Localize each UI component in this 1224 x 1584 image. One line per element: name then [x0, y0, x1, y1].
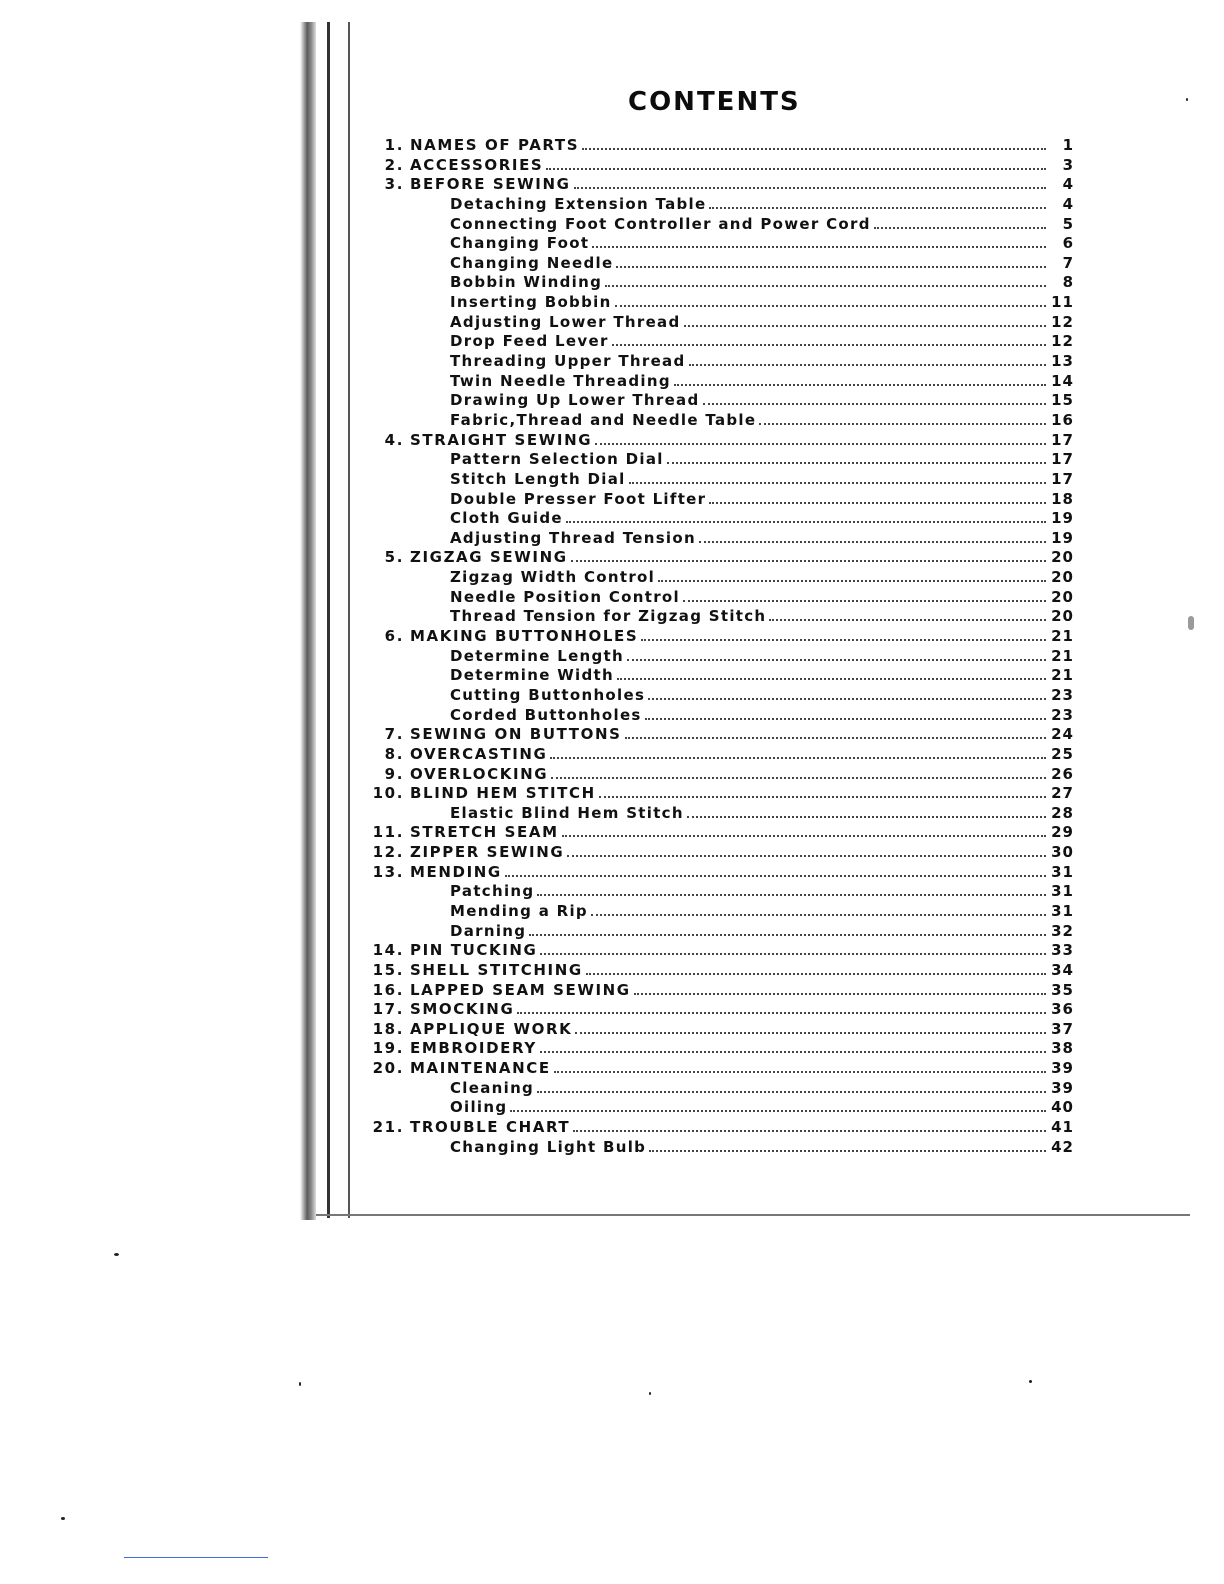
- dot-leader: [571, 559, 1046, 562]
- toc-subentry: [354, 922, 1074, 942]
- toc-page-number: 34: [1051, 960, 1074, 979]
- toc-entry-label: STRAIGHT SEWING: [410, 430, 593, 449]
- toc-page-number: 41: [1051, 1118, 1074, 1137]
- toc-entry: [354, 1000, 1074, 1020]
- toc-entry-label: SMOCKING: [410, 1000, 515, 1019]
- toc-entry-label: EMBROIDERY: [410, 1039, 537, 1058]
- toc-page-number: 33: [1051, 941, 1074, 960]
- dot-leader: [699, 540, 1046, 543]
- toc-entry-label: OVERCASTING: [410, 744, 548, 763]
- toc-entry-label: BEFORE SEWING: [410, 175, 571, 194]
- toc-page-number: 17: [1051, 430, 1074, 449]
- toc-entry-number: 2.: [384, 155, 404, 174]
- scan-speck: [61, 1517, 65, 1520]
- toc-entry-label: Adjusting Lower Thread: [450, 312, 681, 331]
- toc-page-number: 5: [1062, 214, 1074, 233]
- toc-subentry: [354, 313, 1074, 333]
- toc-entry-label: APPLIQUE WORK: [410, 1019, 573, 1038]
- toc-entry-label: STRETCH SEAM: [410, 823, 559, 842]
- toc-entry-label: Drawing Up Lower Thread: [450, 391, 700, 410]
- toc-entry-number: 6.: [384, 627, 404, 646]
- toc-entry-number: 13.: [372, 862, 404, 881]
- dot-leader: [550, 756, 1046, 759]
- dot-leader: [592, 245, 1046, 248]
- toc-entry-label: Double Presser Foot Lifter: [450, 489, 707, 508]
- toc-page-number: 15: [1051, 391, 1074, 410]
- toc-page-number: 20: [1051, 568, 1074, 587]
- binding-edge-line: [327, 22, 330, 1218]
- dot-leader: [616, 265, 1046, 268]
- dot-leader: [586, 972, 1046, 975]
- toc-page-number: 24: [1051, 725, 1074, 744]
- toc-page-number: 32: [1051, 921, 1074, 940]
- dot-leader: [641, 638, 1046, 641]
- toc-entry-label: Determine Length: [450, 646, 625, 665]
- table-of-contents: [354, 82, 1074, 1157]
- page-bottom-edge: [316, 1214, 1190, 1216]
- toc-entry-label: TROUBLE CHART: [410, 1118, 571, 1137]
- toc-subentry: [354, 391, 1074, 411]
- toc-subentry: [354, 509, 1074, 529]
- dot-leader: [582, 147, 1046, 150]
- toc-entry-label: Adjusting Thread Tension: [450, 528, 696, 547]
- toc-entry: [354, 725, 1074, 745]
- toc-entry-label: OVERLOCKING: [410, 764, 549, 783]
- dot-leader: [574, 186, 1046, 189]
- dot-leader: [562, 834, 1046, 837]
- toc-page-number: 23: [1051, 685, 1074, 704]
- dot-leader: [612, 343, 1046, 346]
- toc-entry-number: 9.: [384, 764, 404, 783]
- toc-entry-number: 8.: [384, 744, 404, 763]
- toc-entry: [354, 765, 1074, 785]
- toc-entry-number: 17.: [372, 1000, 404, 1019]
- toc-entry: [354, 1039, 1074, 1059]
- binding-shadow: [300, 22, 316, 1220]
- toc-entry-label: Inserting Bobbin: [450, 293, 612, 312]
- toc-entry-number: 11.: [372, 823, 404, 842]
- dot-leader: [658, 579, 1046, 582]
- toc-entry-label: Determine Width: [450, 666, 614, 685]
- toc-entry: [354, 1020, 1074, 1040]
- toc-page-number: 11: [1051, 293, 1074, 312]
- toc-subentry: [354, 470, 1074, 490]
- toc-entry: [354, 961, 1074, 981]
- dot-leader: [595, 442, 1046, 445]
- toc-page-number: 27: [1051, 784, 1074, 803]
- toc-subentry: [354, 568, 1074, 588]
- toc-page-number: 7: [1062, 253, 1074, 272]
- toc-entry: [354, 175, 1074, 195]
- toc-subentry: [354, 293, 1074, 313]
- toc-page-number: 1: [1062, 136, 1074, 154]
- toc-page-number: 20: [1051, 548, 1074, 567]
- toc-entry-number: 15.: [372, 960, 404, 979]
- dot-leader: [546, 167, 1046, 170]
- toc-page-number: 39: [1051, 1078, 1074, 1097]
- toc-subentry: [354, 902, 1074, 922]
- toc-entry-number: 7.: [384, 725, 404, 744]
- dot-leader: [674, 383, 1046, 386]
- toc-entry-label: Threading Upper Thread: [450, 352, 686, 371]
- dot-leader: [683, 599, 1046, 602]
- toc-page-number: 13: [1051, 352, 1074, 371]
- toc-entry-label: Darning: [450, 921, 527, 940]
- toc-entry-label: Oiling: [450, 1098, 508, 1117]
- scan-speck: [1186, 98, 1188, 101]
- dot-leader: [554, 1070, 1046, 1073]
- dot-leader: [573, 1129, 1046, 1132]
- dot-leader: [540, 1050, 1046, 1053]
- toc-entry-label: Cloth Guide: [450, 509, 563, 528]
- toc-subentry: [354, 607, 1074, 627]
- dot-leader: [689, 363, 1046, 366]
- dot-leader: [529, 933, 1046, 936]
- toc-entry: [354, 863, 1074, 883]
- toc-entry-label: MENDING: [410, 862, 502, 881]
- toc-page-number: 19: [1051, 509, 1074, 528]
- toc-page-number: 39: [1051, 1059, 1074, 1078]
- toc-entry-label: ACCESSORIES: [410, 155, 544, 174]
- toc-entry: [354, 823, 1074, 843]
- toc-entry-number: 1.: [384, 136, 404, 154]
- toc-subentry: [354, 490, 1074, 510]
- dot-leader: [645, 717, 1046, 720]
- toc-page-number: 36: [1051, 1000, 1074, 1019]
- toc-entry-label: Needle Position Control: [450, 587, 680, 606]
- toc-page-number: 40: [1051, 1098, 1074, 1117]
- toc-entry-label: SEWING ON BUTTONS: [410, 725, 622, 744]
- dot-leader: [537, 1090, 1046, 1093]
- toc-entry-label: PIN TUCKING: [410, 941, 538, 960]
- toc-entry-label: ZIPPER SEWING: [410, 843, 565, 862]
- dot-leader: [709, 501, 1046, 504]
- toc-entry-label: Corded Buttonholes: [450, 705, 642, 724]
- dot-leader: [709, 206, 1046, 209]
- toc-entry-label: Thread Tension for Zigzag Stitch: [450, 607, 767, 626]
- toc-page-number: 37: [1051, 1019, 1074, 1038]
- toc-subentry: [354, 666, 1074, 686]
- toc-entry-label: Changing Foot: [450, 234, 590, 253]
- toc-page-number: 18: [1051, 489, 1074, 508]
- toc-subentry: [354, 215, 1074, 235]
- toc-entry: [354, 941, 1074, 961]
- toc-subentry: [354, 411, 1074, 431]
- toc-page-number: 38: [1051, 1039, 1074, 1058]
- toc-subentry: [354, 686, 1074, 706]
- scan-speck: [1188, 616, 1194, 630]
- dot-leader: [517, 1011, 1046, 1014]
- toc-entry-number: 12.: [372, 843, 404, 862]
- dot-leader: [537, 893, 1046, 896]
- toc-subentry: [354, 529, 1074, 549]
- dot-leader: [667, 461, 1046, 464]
- toc-page-number: 20: [1051, 587, 1074, 606]
- toc-page-number: 3: [1062, 155, 1074, 174]
- toc-entry: [354, 981, 1074, 1001]
- dot-leader: [505, 874, 1046, 877]
- toc-page-number: 17: [1051, 450, 1074, 469]
- dot-leader: [510, 1109, 1046, 1112]
- toc-page-number: 4: [1062, 194, 1074, 213]
- dot-leader: [874, 226, 1046, 229]
- toc-entry: [354, 784, 1074, 804]
- toc-entry-number: 10.: [372, 784, 404, 803]
- scan-speck: [1029, 1380, 1032, 1383]
- toc-entry-label: Connecting Foot Controller and Power Cord: [450, 214, 871, 233]
- toc-page-number: 26: [1051, 764, 1074, 783]
- toc-subentry: [354, 804, 1074, 824]
- toc-subentry: [354, 882, 1074, 902]
- dot-leader: [684, 324, 1047, 327]
- toc-page-number: 21: [1051, 646, 1074, 665]
- toc-page-number: 17: [1051, 469, 1074, 488]
- toc-page-number: 16: [1051, 410, 1074, 429]
- toc-subentry: [354, 234, 1074, 254]
- dot-leader: [703, 402, 1046, 405]
- toc-page-number: 12: [1051, 312, 1074, 331]
- dot-leader: [551, 776, 1046, 779]
- dot-leader: [566, 520, 1046, 523]
- toc-subentry: [354, 1079, 1074, 1099]
- toc-entry-label: Mending a Rip: [450, 901, 588, 920]
- toc-entry-number: 14.: [372, 941, 404, 960]
- toc-entry-label: SHELL STITCHING: [410, 960, 583, 979]
- toc-entry-number: 18.: [372, 1019, 404, 1038]
- toc-entry-label: MAKING BUTTONHOLES: [410, 627, 639, 646]
- toc-entry-label: Detaching Extension Table: [450, 194, 707, 213]
- toc-entry-label: NAMES OF PARTS: [410, 136, 580, 154]
- toc-entry-label: Elastic Blind Hem Stitch: [450, 803, 684, 822]
- toc-page-number: 28: [1051, 803, 1074, 822]
- dot-leader: [567, 854, 1046, 857]
- toc-entry-label: Stitch Length Dial: [450, 469, 626, 488]
- toc-subentry: [354, 254, 1074, 274]
- dot-leader: [687, 815, 1046, 818]
- toc-entry: [354, 156, 1074, 176]
- toc-subentry: [354, 372, 1074, 392]
- dot-leader: [629, 481, 1046, 484]
- toc-page-number: 4: [1062, 175, 1074, 194]
- toc-page-number: 42: [1051, 1137, 1074, 1156]
- toc-page-number: 12: [1051, 332, 1074, 351]
- toc-entry-label: Cutting Buttonholes: [450, 685, 646, 704]
- scan-speck: [299, 1382, 301, 1386]
- toc-entry-label: Bobbin Winding: [450, 273, 603, 292]
- dot-leader: [648, 697, 1046, 700]
- toc-entry-number: 5.: [384, 548, 404, 567]
- page-margin-line: [348, 22, 350, 1218]
- toc-entry-label: Changing Needle: [450, 253, 614, 272]
- toc-page-number: 21: [1051, 627, 1074, 646]
- toc-entry-label: Pattern Selection Dial: [450, 450, 664, 469]
- toc-entry: [354, 1118, 1074, 1138]
- toc-list: [354, 136, 1074, 1157]
- dot-leader: [615, 304, 1046, 307]
- toc-entry: [354, 548, 1074, 568]
- toc-entry-label: Patching: [450, 882, 535, 901]
- toc-page-number: 20: [1051, 607, 1074, 626]
- toc-entry-label: Twin Needle Threading: [450, 371, 671, 390]
- toc-entry-number: 21.: [372, 1118, 404, 1137]
- toc-entry: [354, 431, 1074, 451]
- toc-page-number: 29: [1051, 823, 1074, 842]
- toc-page-number: 23: [1051, 705, 1074, 724]
- toc-subentry: [354, 647, 1074, 667]
- toc-entry-label: Cleaning: [450, 1078, 535, 1097]
- dot-leader: [625, 736, 1046, 739]
- toc-page-number: 19: [1051, 528, 1074, 547]
- dot-leader: [617, 677, 1046, 680]
- toc-entry-label: ZIGZAG SEWING: [410, 548, 568, 567]
- toc-entry-label: MAINTENANCE: [410, 1059, 551, 1078]
- toc-entry: [354, 745, 1074, 765]
- toc-subentry: [354, 588, 1074, 608]
- toc-subentry: [354, 332, 1074, 352]
- toc-page-number: 21: [1051, 666, 1074, 685]
- toc-entry-label: Changing Light Bulb: [450, 1137, 647, 1156]
- dot-leader: [540, 952, 1046, 955]
- scan-speck: [649, 1392, 651, 1395]
- toc-subentry: [354, 273, 1074, 293]
- toc-subentry: [354, 195, 1074, 215]
- scan-speck: [114, 1253, 119, 1256]
- toc-entry-label: Zigzag Width Control: [450, 568, 656, 587]
- toc-subentry: [354, 1138, 1074, 1158]
- toc-entry-number: 3.: [384, 175, 404, 194]
- toc-page-number: 31: [1051, 862, 1074, 881]
- toc-entry: [354, 136, 1074, 156]
- toc-subentry: [354, 450, 1074, 470]
- toc-entry-label: BLIND HEM STITCH: [410, 784, 596, 803]
- toc-entry-label: Fabric,Thread and Needle Table: [450, 410, 757, 429]
- toc-entry-number: 19.: [372, 1039, 404, 1058]
- toc-subentry: [354, 352, 1074, 372]
- toc-page-number: 8: [1062, 273, 1074, 292]
- dot-leader: [605, 284, 1046, 287]
- dot-leader: [599, 795, 1046, 798]
- toc-entry-number: 4.: [384, 430, 404, 449]
- toc-entry-label: LAPPED SEAM SEWING: [410, 980, 631, 999]
- dot-leader: [759, 422, 1046, 425]
- toc-entry: [354, 627, 1074, 647]
- dot-leader: [634, 992, 1046, 995]
- toc-page-number: 6: [1062, 234, 1074, 253]
- toc-subentry: [354, 1098, 1074, 1118]
- toc-page-number: 31: [1051, 901, 1074, 920]
- dot-leader: [769, 618, 1046, 621]
- bottom-rule: [124, 1557, 268, 1558]
- toc-entry: [354, 1059, 1074, 1079]
- dot-leader: [575, 1031, 1046, 1034]
- toc-entry: [354, 843, 1074, 863]
- toc-page-number: 25: [1051, 744, 1074, 763]
- toc-page-number: 35: [1051, 980, 1074, 999]
- page-title: CONTENTS: [628, 87, 801, 117]
- toc-page-number: 14: [1051, 371, 1074, 390]
- toc-entry-number: 20.: [372, 1059, 404, 1078]
- toc-page-number: 30: [1051, 843, 1074, 862]
- dot-leader: [627, 658, 1046, 661]
- toc-entry-number: 16.: [372, 980, 404, 999]
- dot-leader: [649, 1149, 1046, 1152]
- toc-page-number: 31: [1051, 882, 1074, 901]
- toc-subentry: [354, 706, 1074, 726]
- toc-entry-label: Drop Feed Lever: [450, 332, 609, 351]
- dot-leader: [591, 913, 1046, 916]
